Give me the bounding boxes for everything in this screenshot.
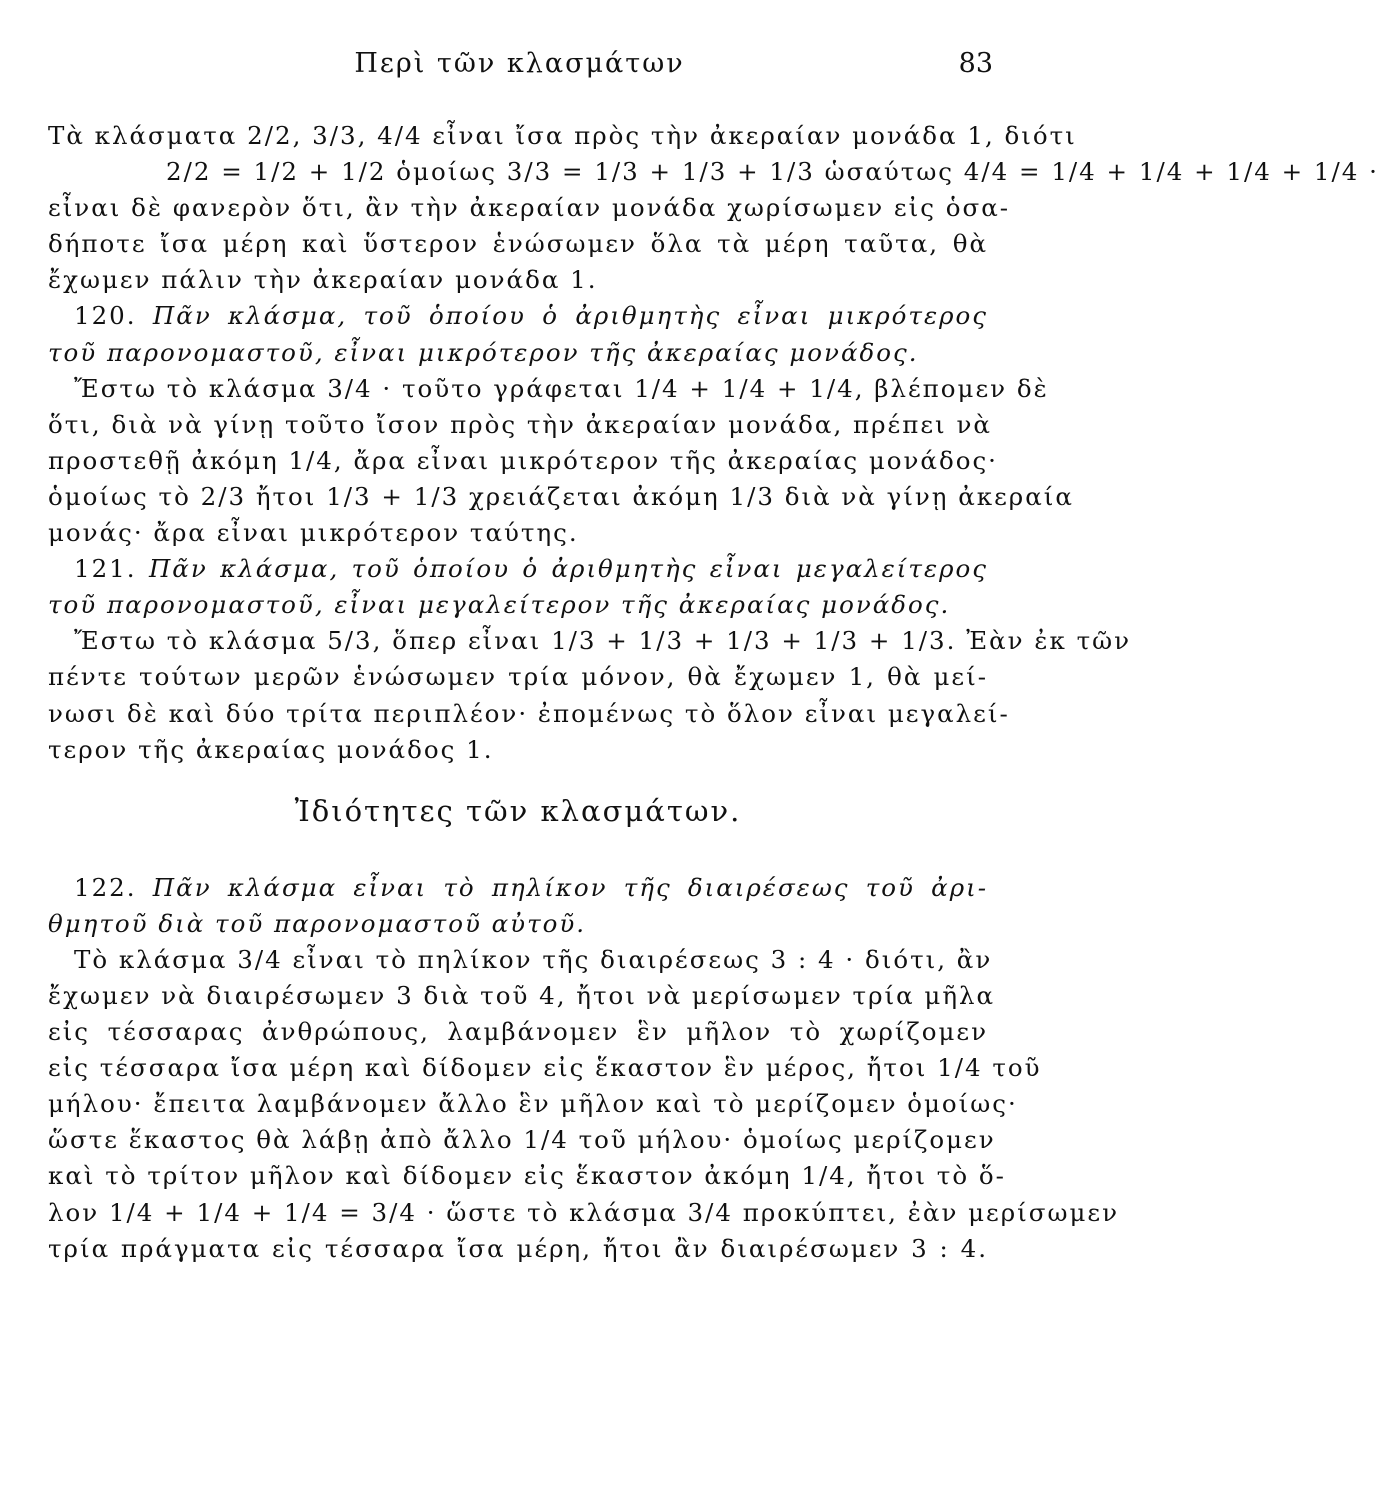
text-line: προστεθῇ ἀκόμη 1/4, ἄρα εἶναι μικρότερον τῆς ἀκεραίας μονάδος· — [48, 445, 998, 475]
section-statement-line — [48, 870, 988, 906]
text-line: ὅτι, διὰ νὰ γίνῃ τοῦτο ἴσον πρὸς τὴν ἀκεραίαν μονάδα, πρέπει νὰ — [48, 409, 992, 439]
text-line: εἶναι δὲ φανερὸν ὅτι, ἂν τὴν ἀκεραίαν μονάδα χωρίσωμεν εἰς ὁσα- — [48, 193, 1011, 223]
section-statement-line — [48, 551, 988, 587]
text-line: Ἔστω τὸ κλάσμα 3/4 · τοῦτο γράφεται 1/4 + 1/4 + 1/4, βλέπομεν δὲ — [74, 373, 1049, 403]
text-line: Τὸ κλάσμα 3/4 εἶναι τὸ πηλίκον τῆς διαιρέσεως 3 : 4 · διότι, ἂν — [74, 944, 993, 974]
section-statement-line: τοῦ παρονομαστοῦ, εἶναι μεγαλείτερον τῆς ἀκεραίας μονάδος. — [48, 590, 951, 620]
section-120 — [48, 298, 1074, 551]
text-line: τερον τῆς ἀκεραίας μονάδος 1. — [48, 734, 494, 764]
section-statement-line: θμητοῦ διὰ τοῦ παρονομαστοῦ αὐτοῦ. — [48, 908, 587, 938]
section-122 — [48, 870, 1119, 1267]
page-body — [48, 118, 1379, 1267]
running-title: Περὶ τῶν κλασμάτων — [354, 48, 685, 79]
text-line: μήλου· ἔπειτα λαμβάνομεν ἄλλο ἓν μῆλον καὶ τὸ μερίζομεν ὁμοίως· — [48, 1089, 1018, 1119]
text-line: μονάς· ἄρα εἶναι μικρότερον ταύτης. — [48, 518, 579, 548]
section-statement: Πᾶν κλάσμα, τοῦ ὁποίου ὁ ἀριθμητὴς εἶναι μεγαλείτερος — [148, 554, 988, 584]
section-statement: Πᾶν κλάσμα εἶναι τὸ πηλίκον τῆς διαιρέσεως τοῦ ἀρι- — [152, 872, 988, 902]
text-line: εἰς τέσσαρας ἀνθρώπους, λαμβάνομεν ἓν μῆλον τὸ χωρίζομεν — [48, 1017, 988, 1047]
section-heading: Ἰδιότητες τῶν κλασμάτων. — [294, 793, 742, 828]
text-line: δήποτε ἴσα μέρη καὶ ὕστερον ἑνώσωμεν ὅλα τὰ μέρη ταῦτα, θὰ — [48, 229, 988, 259]
text-line: ἔχωμεν πάλιν τὴν ἀκεραίαν μονάδα 1. — [48, 265, 598, 295]
section-statement-line — [48, 298, 988, 334]
section-statement: Πᾶν κλάσμα, τοῦ ὁποίου ὁ ἀριθμητὴς εἶναι μικρότερος — [152, 301, 988, 331]
text-line: ἔχωμεν νὰ διαιρέσωμεν 3 διὰ τοῦ 4, ἤτοι νὰ μερίσωμεν τρία μῆλα — [48, 980, 996, 1010]
page-header — [46, 48, 993, 92]
section-number: 120. — [74, 301, 137, 331]
text-line: Τὰ κλάσματα 2/2, 3/3, 4/4 εἶναι ἴσα πρὸς τὴν ἀκεραίαν μονάδα 1, διότι — [48, 121, 1077, 150]
section-121 — [48, 551, 1132, 768]
spacer — [48, 848, 988, 870]
section-number: 122. — [74, 872, 137, 902]
text-line: εἰς τέσσαρα ἴσα μέρη καὶ δίδομεν εἰς ἕκαστον ἓν μέρος, ἤτοι 1/4 τοῦ — [48, 1053, 1042, 1083]
text-line: νωσι δὲ καὶ δύο τρίτα περιπλέον· ἐπομένως τὸ ὅλον εἶναι μεγαλεί- — [48, 698, 1010, 728]
text-line: ὁμοίως τὸ 2/3 ἤτοι 1/3 + 1/3 χρειάζεται ἀκόμη 1/3 διὰ νὰ γίνῃ ἀκεραία — [48, 481, 1074, 511]
page-number: 83 — [958, 48, 993, 79]
intro-paragraph — [48, 118, 1379, 298]
section-statement-line: τοῦ παρονομαστοῦ, εἶναι μικρότερον τῆς ἀκεραίας μονάδος. — [48, 337, 919, 367]
section-number: 121. — [74, 554, 137, 584]
text-line: λον 1/4 + 1/4 + 1/4 = 3/4 · ὥστε τὸ κλάσμα 3/4 προκύπτει, ἐὰν μερίσωμεν — [48, 1197, 1119, 1227]
text-line: 2/2 = 1/2 + 1/2 ὁμοίως 3/3 = 1/3 + 1/3 + 1/3 ὡσαύτως 4/4 = 1/4 + 1/4 + 1/4 + 1/4 · — [166, 157, 1379, 187]
text-line: ὥστε ἕκαστος θὰ λάβῃ ἀπὸ ἄλλο 1/4 τοῦ μήλου· ὁμοίως μερίζομεν — [48, 1125, 996, 1155]
text-line: τρία πράγματα εἰς τέσσαρα ἴσα μέρη, ἤτοι ἂν διαιρέσωμεν 3 : 4. — [48, 1233, 988, 1263]
text-line: Ἔστω τὸ κλάσμα 5/3, ὅπερ εἶναι 1/3 + 1/3 + 1/3 + 1/3 + 1/3. Ἐὰν ἐκ τῶν — [74, 626, 1132, 656]
text-line: καὶ τὸ τρίτον μῆλον καὶ δίδομεν εἰς ἕκαστον ἀκόμη 1/4, ἤτοι τὸ ὅ- — [48, 1161, 1006, 1191]
text-line: πέντε τούτων μερῶν ἑνώσωμεν τρία μόνον, θὰ ἔχωμεν 1, θὰ μεί- — [48, 662, 988, 692]
